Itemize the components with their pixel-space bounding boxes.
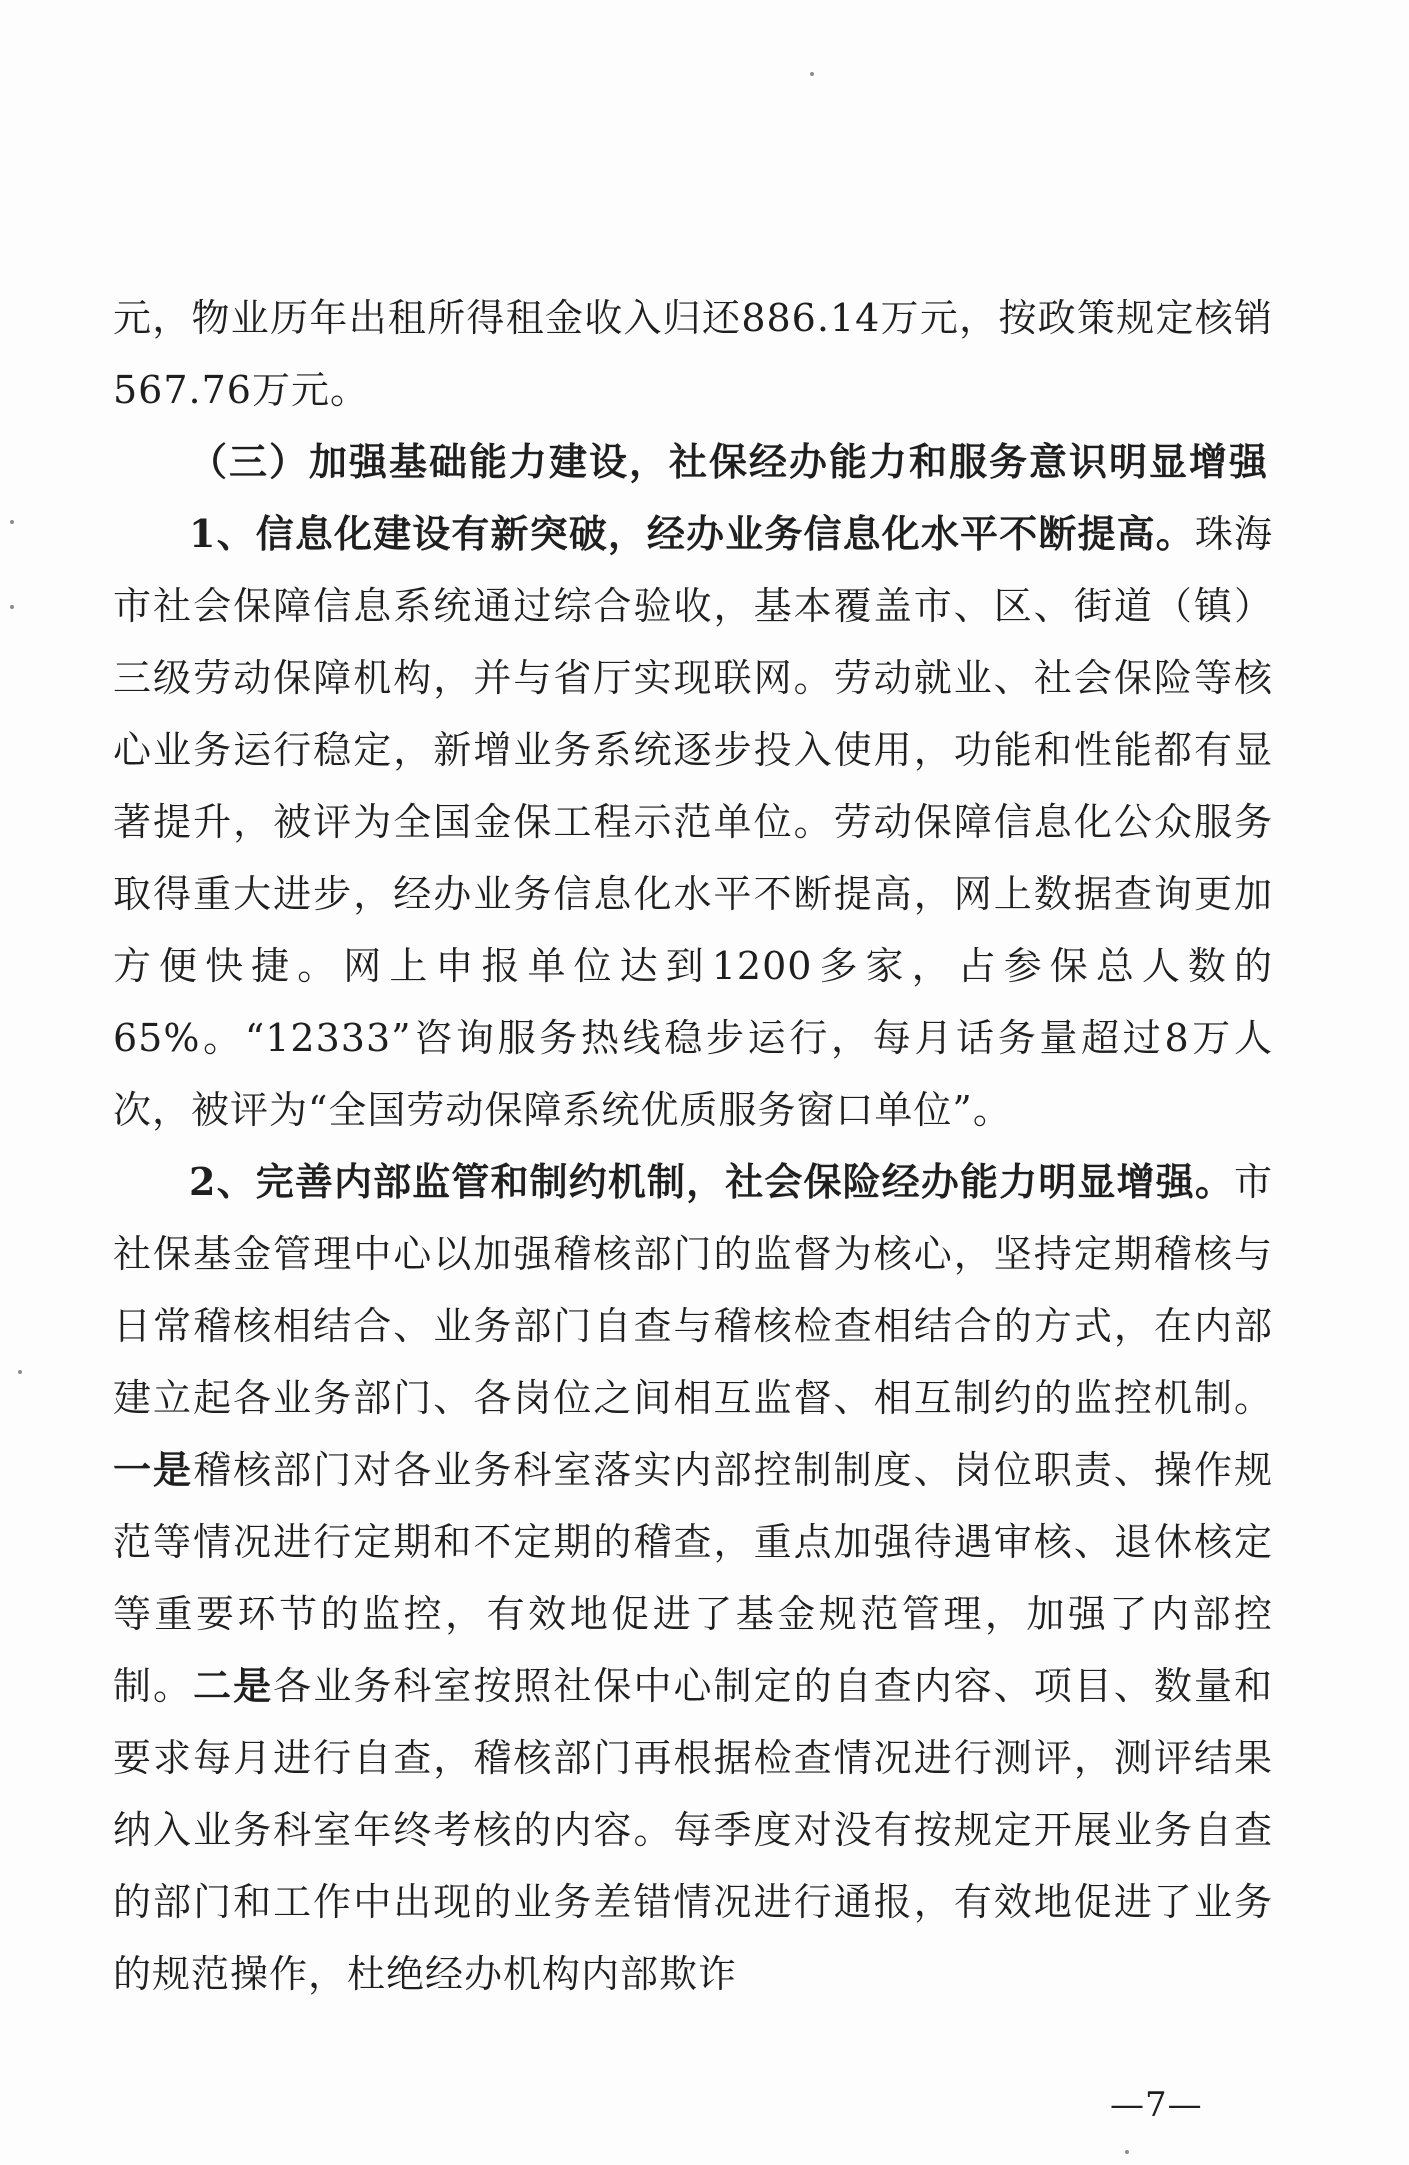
page-number: —7— [1110,2085,1203,2125]
scan-speck [18,1370,22,1374]
subsection-body-two: 各业务科室按照社保中心制定的自查内容、项目、数量和要求每月进行自查，稽核部门再根据检查情况进行测评，测评结果纳入业务科室年终考核的内容。每季度对没有按规定开展业务自查的部门和工作中出现的业务差错情况进行通报，有效地促进了业务的规范操作，杜绝经办机构内部欺诈 [113,1664,1273,1996]
section-heading: （三）加强基础能力建设，社保经办能力和服务意识明显增强 [189,439,1270,484]
paragraph-supervision [113,1146,1273,2010]
subsection-body-informatization: 珠海市社会保障信息系统通过综合验收，基本覆盖市、区、街道（镇）三级劳动保障机构，并与省厅实现联网。劳动就业、社会保险等核心业务运行稳定，新增业务系统逐步投入使用，功能和性能都有显著提升，被评为全国金保工程示范单位。劳动保障信息化公众服务取得重大进步，经办业务信息化水平不断提高，网上数据查询更加方便快捷。网上申报单位达到1200多家，占参保总人数的65%。“12333”咨询服务热线稳步运行，每月话务量超过8万人次，被评为“全国劳动保障系统优质服务窗口单位”。 [113,512,1273,1132]
subsection-body-intro: 市社保基金管理中心以加强稽核部门的监督为核心，坚持定期稽核与日常稽核相结合、业务部门自查与稽核检查相结合的方式，在内部建立起各业务部门、各岗位之间相互监督、相互制约的监控机制。 [113,1160,1273,1420]
paragraph-informatization [113,498,1273,1146]
subsection-body-one: 稽核部门对各业务科室落实内部控制制度、岗位职责、操作规范等情况进行定期和不定期的稽查，重点加强待遇审核、退休核定等重要环节的监控，有效地促进了基金规范管理，加强了内部控制。 [113,1448,1273,1708]
scan-speck [10,520,14,524]
marker-two: 二是 [193,1663,274,1708]
scan-speck [810,72,814,76]
paragraph-continuation: 元，物业历年出租所得租金收入归还886.14万元，按政策规定核销567.76万元。 [113,296,1273,412]
marker-one: 一是 [113,1447,194,1492]
scan-speck [10,605,14,609]
scan-speck [1125,2150,1129,2154]
subsection-title-informatization: 1、信息化建设有新突破，经办业务信息化水平不断提高。 [189,511,1195,556]
document-content [113,282,1273,2010]
subsection-title-supervision: 2、完善内部监管和制约机制，社会保险经办能力明显增强。 [189,1159,1234,1204]
